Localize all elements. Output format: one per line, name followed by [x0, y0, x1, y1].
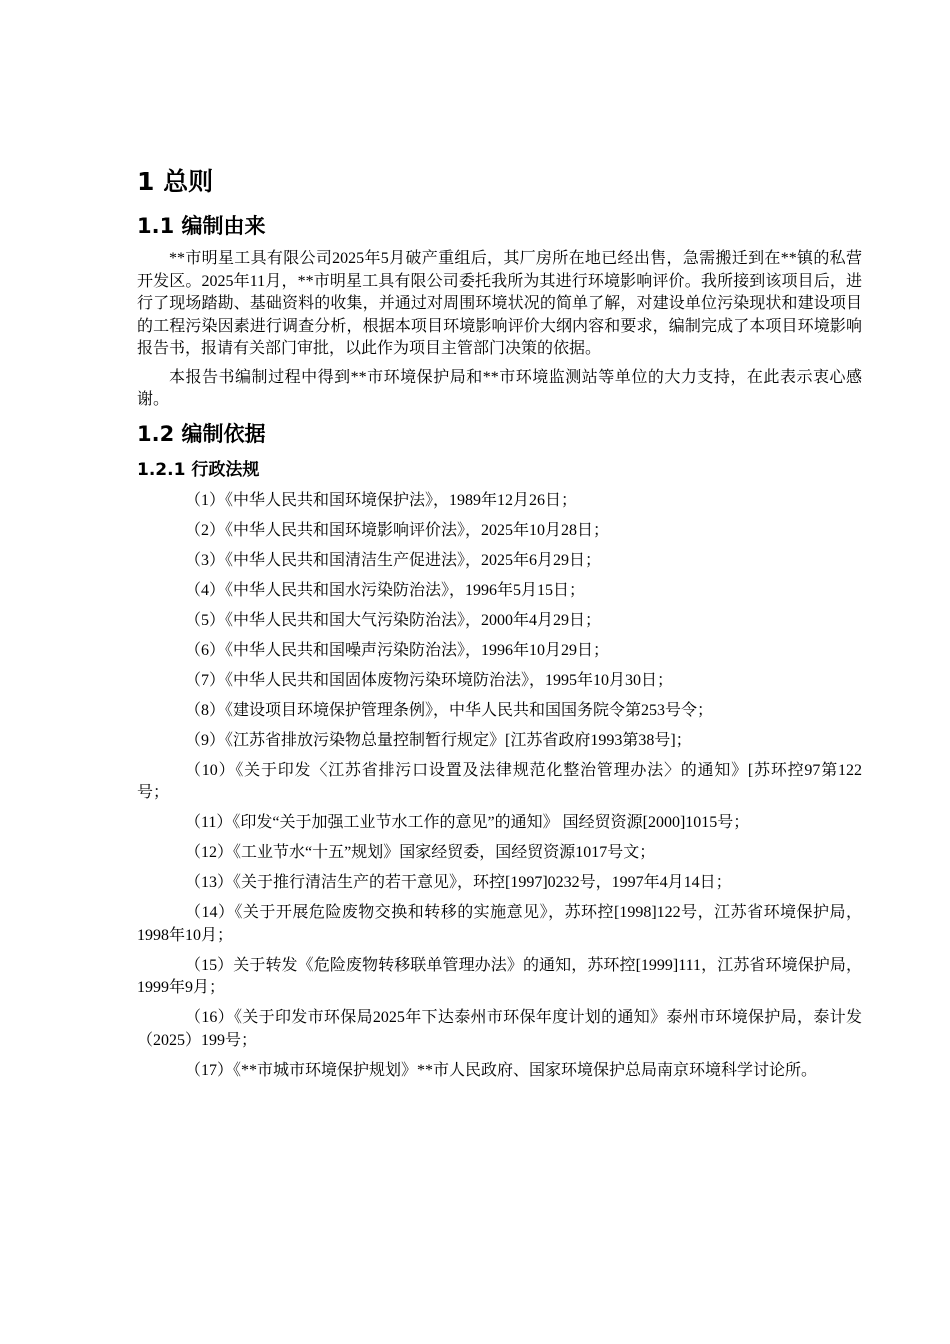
- list-item: （4）《中华人民共和国水污染防治法》，1996年5月15日；: [185, 581, 586, 599]
- list-item: （6）《中华人民共和国噪声污染防治法》，1996年10月29日；: [185, 641, 610, 659]
- list-item: （7）《中华人民共和国固体废物污染环境防治法》，1995年10月30日；: [185, 671, 674, 689]
- list-item: （15）关于转发《危险废物转移联单管理办法》的通知，苏环控[1999]111，江苏省环境保护局，1999年9月；: [137, 956, 862, 996]
- list-item: （17）《**市城市环境保护规划》**市人民政府、国家环境保护总局南京环境科学讨论所。: [185, 1061, 818, 1079]
- chapter-title: 1 总则: [137, 167, 214, 196]
- list-item: （14）《关于开展危险废物交换和转移的实施意见》，苏环控[1998]122号，江苏省环境保护局，1998年10月；: [137, 904, 862, 944]
- section-title-1-2: 1.2 编制依据: [137, 421, 266, 446]
- list-item: （16）《关于印发市环保局2025年下达泰州市环保年度计划的通知》泰州市环境保护局，泰计发（2025）199号；: [137, 1009, 862, 1049]
- list-item: （10）《关于印发〈江苏省排污口设置及法律规范化整治管理办法〉的通知》[苏环控97第122号；: [137, 761, 862, 801]
- list-item: （8）《建设项目环境保护管理条例》，中华人民共和国国务院令第253号令；: [185, 701, 714, 719]
- list-item: （5）《中华人民共和国大气污染防治法》，2000年4月29日；: [185, 611, 602, 629]
- list-item: （12）《工业节水“十五”规划》国家经贸委，国经贸资源1017号文；: [185, 844, 656, 861]
- regulation-list: [137, 490, 862, 1083]
- section-title-1-1: 1.1 编制由来: [137, 214, 266, 238]
- document-body: [137, 164, 862, 1090]
- paragraph-acknowledgement: 本报告书编制过程中得到**市环境保护局和**市环境监测站等单位的大力支持，在此表示衷心感谢。: [137, 368, 862, 408]
- list-item: （2）《中华人民共和国环境影响评价法》，2025年10月28日；: [185, 521, 610, 539]
- subsection-title-1-2-1: 1.2.1 行政法规: [137, 459, 260, 480]
- list-item: （3）《中华人民共和国清洁生产促进法》，2025年6月29日；: [185, 551, 602, 569]
- list-item: （1）《中华人民共和国环境保护法》，1989年12月26日；: [185, 491, 578, 509]
- list-item: （13）《关于推行清洁生产的若干意见》，环控[1997]0232号，1997年4月14日；: [185, 874, 732, 891]
- list-item: （11）《印发“关于加强工业节水工作的意见”的通知》 国经贸资源[2000]1015号；: [185, 814, 750, 831]
- list-item: （9）《江苏省排放污染物总量控制暂行规定》[江苏省政府1993第38号]；: [185, 731, 692, 749]
- paragraph-background: **市明星工具有限公司2025年5月破产重组后，其厂房所在地已经出售，急需搬迁到在**镇的私营开发区。2025年11月，**市明星工具有限公司委托我所为其进行环境影响评价。我所接到该项目后，进行了现场踏勘、基础资料的收集，并通过对周围环境状况的简单了解，对建设单位污染现状和建设项目的工程污染因素进行调查分析，根据本项目环境影响评价大纲内容和要求，编制完成了本项目环境影响报告书，报请有关部门审批，以此作为项目主管部门决策的依据。: [137, 250, 862, 357]
